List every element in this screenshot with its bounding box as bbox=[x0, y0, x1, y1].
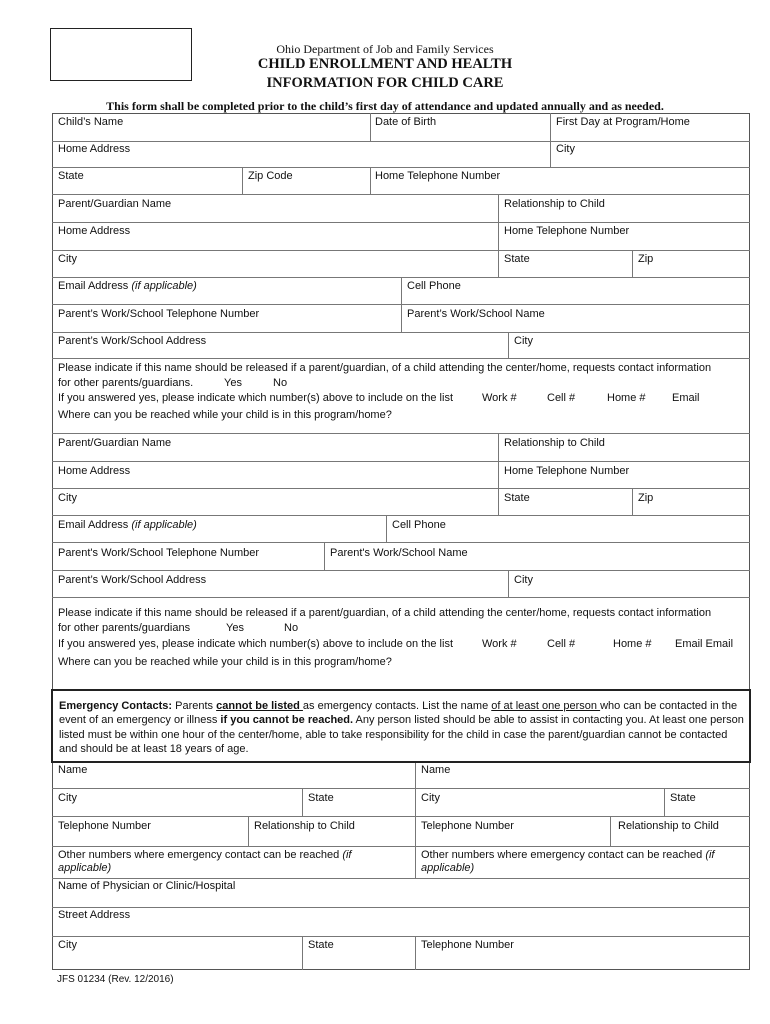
parent2-include-work[interactable]: Work # bbox=[482, 638, 517, 650]
contact2-state-field[interactable]: State bbox=[670, 792, 696, 804]
parent1-work-city-field[interactable]: City bbox=[514, 335, 533, 347]
row-divider bbox=[52, 515, 750, 516]
row-divider bbox=[52, 907, 750, 908]
email-note: (if applicable) bbox=[131, 280, 197, 292]
parent1-release-yes[interactable]: Yes bbox=[224, 377, 242, 389]
emergency-contacts-notice bbox=[51, 689, 751, 763]
parent2-release-no[interactable]: No bbox=[284, 622, 299, 634]
first-day-field[interactable]: First Day at Program/Home bbox=[556, 116, 690, 128]
notice-emphasis: cannot be listed bbox=[216, 700, 303, 712]
col-divider bbox=[508, 332, 509, 358]
row-divider bbox=[52, 433, 750, 434]
parent2-state-field[interactable]: State bbox=[504, 492, 530, 504]
contact1-relationship-field[interactable]: Relationship to Child bbox=[254, 820, 355, 832]
parent2-release-question: Please indicate if this name should be released if a parent/guardian, of a child attending the center/home, requests contact information bbox=[58, 607, 712, 619]
other-numbers-note: (if bbox=[342, 849, 352, 861]
col-divider bbox=[242, 167, 243, 194]
row-divider bbox=[52, 488, 750, 489]
row-divider bbox=[52, 846, 750, 847]
form-id: JFS 01234 (Rev. 12/2016) bbox=[57, 974, 174, 985]
contact2-name-field[interactable]: Name bbox=[421, 764, 451, 776]
child-name-field[interactable]: Child’s Name bbox=[58, 116, 124, 128]
row-divider bbox=[52, 167, 750, 168]
notice-text: Parents bbox=[172, 700, 217, 712]
parent1-work-address-field[interactable]: Parent’s Work/School Address bbox=[58, 335, 207, 347]
physician-street-field[interactable]: Street Address bbox=[58, 909, 131, 921]
row-divider bbox=[52, 816, 750, 817]
col-divider bbox=[498, 433, 499, 515]
parent1-work-phone-field[interactable]: Parent’s Work/School Telephone Number bbox=[58, 308, 260, 320]
other-numbers-note: applicable) bbox=[58, 862, 112, 874]
row-divider bbox=[52, 542, 750, 543]
physician-name-field[interactable]: Name of Physician or Clinic/Hospital bbox=[58, 880, 236, 892]
row-divider bbox=[52, 936, 750, 937]
email-note: (if applicable) bbox=[131, 519, 197, 531]
parent1-include-work[interactable]: Work # bbox=[482, 392, 517, 404]
parent2-city-field[interactable]: City bbox=[58, 492, 77, 504]
contact2-relationship-field[interactable]: Relationship to Child bbox=[618, 820, 719, 832]
row-divider bbox=[52, 597, 750, 598]
parent2-release-question-cont: for other parents/guardians bbox=[58, 622, 191, 634]
parent2-home-phone-field[interactable]: Home Telephone Number bbox=[504, 465, 630, 477]
physician-phone-field[interactable]: Telephone Number bbox=[421, 939, 514, 951]
row-divider bbox=[52, 250, 750, 251]
agency-name: Ohio Department of Job and Family Services bbox=[276, 42, 494, 56]
col-divider bbox=[302, 788, 303, 816]
row-divider bbox=[52, 461, 750, 462]
row-divider bbox=[52, 222, 750, 223]
notice-text: as emergency contacts. List the name bbox=[302, 700, 492, 712]
other-numbers-note: (if bbox=[705, 849, 715, 861]
col-divider bbox=[508, 570, 509, 597]
row-divider bbox=[52, 878, 750, 879]
contact1-other-numbers-field[interactable] bbox=[58, 849, 352, 862]
row-divider bbox=[52, 358, 750, 359]
parent1-release-no[interactable]: No bbox=[273, 377, 288, 389]
parent2-email-field[interactable] bbox=[58, 519, 197, 532]
parent2-work-phone-field[interactable]: Parent's Work/School Telephone Number bbox=[58, 547, 260, 559]
email-label: Email Address bbox=[58, 280, 132, 292]
contact2-city-field[interactable]: City bbox=[421, 792, 440, 804]
notice-text: Any person listed should be able to assist in contacting you. At least one person listed must be within one hour of the center/home, able to take responsibility for the child in case the parent/guardian cannot be contacted and should be at least 18 years of age. bbox=[59, 714, 744, 756]
col-divider bbox=[386, 515, 387, 542]
parent1-city-field[interactable]: City bbox=[58, 253, 77, 265]
parent1-work-name-field[interactable]: Parent’s Work/School Name bbox=[407, 308, 545, 320]
col-divider bbox=[415, 763, 416, 878]
child-home-phone-field[interactable]: Home Telephone Number bbox=[375, 170, 501, 182]
col-divider bbox=[632, 488, 633, 515]
parent1-name-field[interactable]: Parent/Guardian Name bbox=[58, 198, 172, 210]
col-divider bbox=[498, 194, 499, 277]
parent2-reach-field[interactable]: Where can you be reached while your child is in this program/home? bbox=[58, 656, 392, 668]
parent1-reach-field[interactable]: Where can you be reached while your child is in this program/home? bbox=[58, 409, 392, 421]
form-instruction: This form shall be completed prior to the child’s first day of attendance and updated annually and as needed. bbox=[106, 99, 664, 113]
notice-emphasis: if you cannot be reached. bbox=[220, 714, 354, 727]
parent1-email-field[interactable] bbox=[58, 280, 197, 293]
col-divider bbox=[610, 816, 611, 846]
child-city-field[interactable]: City bbox=[556, 143, 575, 155]
parent2-work-address-field[interactable]: Parent’s Work/School Address bbox=[58, 574, 207, 586]
parent1-relationship-field[interactable]: Relationship to Child bbox=[504, 198, 605, 210]
row-divider bbox=[52, 570, 750, 571]
emergency-notice-text bbox=[59, 699, 745, 757]
child-state-field[interactable]: State bbox=[58, 170, 84, 182]
other-numbers-note: applicable) bbox=[421, 862, 475, 874]
contact1-state-field[interactable]: State bbox=[308, 792, 334, 804]
parent1-home-address-field[interactable]: Home Address bbox=[58, 225, 131, 237]
parent2-work-name-field[interactable]: Parent's Work/School Name bbox=[330, 547, 468, 559]
col-divider bbox=[415, 936, 416, 970]
col-divider bbox=[324, 542, 325, 570]
contact1-phone-field[interactable]: Telephone Number bbox=[58, 820, 151, 832]
date-of-birth-field[interactable]: Date of Birth bbox=[375, 116, 437, 128]
row-divider bbox=[52, 332, 750, 333]
parent1-release-question-cont: for other parents/guardians. bbox=[58, 377, 194, 389]
parent2-include-email[interactable]: Email Email bbox=[675, 638, 734, 650]
contact1-name-field[interactable]: Name bbox=[58, 764, 88, 776]
parent1-zip-field[interactable]: Zip bbox=[638, 253, 654, 265]
parent1-release-question: Please indicate if this name should be released if a parent/guardian, of a child attending the center/home, requests contact information bbox=[58, 362, 712, 374]
parent2-cell-field[interactable]: Cell Phone bbox=[392, 519, 446, 531]
parent1-state-field[interactable]: State bbox=[504, 253, 530, 265]
physician-city-field[interactable]: City bbox=[58, 939, 77, 951]
other-numbers-label: Other numbers where emergency contact can be reached bbox=[58, 849, 343, 861]
contact1-other-numbers-note bbox=[58, 862, 111, 875]
parent2-home-address-field[interactable]: Home Address bbox=[58, 465, 131, 477]
child-zip-field[interactable]: Zip Code bbox=[248, 170, 293, 182]
other-numbers-label: Other numbers where emergency contact can be reached bbox=[421, 849, 706, 861]
parent1-include-question: If you answered yes, please indicate which number(s) above to include on the list bbox=[58, 392, 453, 404]
parent1-include-email[interactable]: Email bbox=[672, 392, 700, 404]
row-divider bbox=[52, 141, 750, 142]
form-title-line1: CHILD ENROLLMENT AND HEALTH bbox=[257, 56, 513, 72]
col-divider bbox=[302, 936, 303, 970]
parent2-include-question: If you answered yes, please indicate which number(s) above to include on the list bbox=[58, 638, 453, 650]
contact2-other-numbers-field[interactable] bbox=[421, 849, 715, 862]
col-divider bbox=[632, 250, 633, 277]
email-label: Email Address bbox=[58, 519, 132, 531]
col-divider bbox=[664, 788, 665, 816]
col-divider bbox=[370, 113, 371, 141]
col-divider bbox=[550, 113, 551, 167]
row-divider bbox=[52, 194, 750, 195]
parent1-cell-field[interactable]: Cell Phone bbox=[407, 280, 461, 292]
row-divider bbox=[52, 788, 750, 789]
form-title-line2: INFORMATION FOR CHILD CARE bbox=[266, 75, 504, 91]
parent2-name-field[interactable]: Parent/Guardian Name bbox=[58, 437, 172, 449]
parent2-work-city-field[interactable]: City bbox=[514, 574, 533, 586]
notice-emphasis: of at least one person bbox=[491, 700, 601, 712]
contact2-phone-field[interactable]: Telephone Number bbox=[421, 820, 514, 832]
col-divider bbox=[370, 167, 371, 194]
parent1-include-home[interactable]: Home # bbox=[607, 392, 646, 404]
contact1-city-field[interactable]: City bbox=[58, 792, 77, 804]
parent2-include-cell[interactable]: Cell # bbox=[547, 638, 576, 650]
parent2-zip-field[interactable]: Zip bbox=[638, 492, 654, 504]
parent2-include-home[interactable]: Home # bbox=[613, 638, 652, 650]
notice-text: who can be contacted in the event of an emergency or illness bbox=[59, 700, 738, 727]
parent1-include-cell[interactable]: Cell # bbox=[547, 392, 576, 404]
child-home-address-field[interactable]: Home Address bbox=[58, 143, 131, 155]
col-divider bbox=[248, 816, 249, 846]
col-divider bbox=[401, 277, 402, 332]
emergency-heading: Emergency Contacts: bbox=[59, 700, 173, 712]
parent2-relationship-field[interactable]: Relationship to Child bbox=[504, 437, 605, 449]
contact2-other-numbers-note bbox=[421, 862, 474, 875]
physician-state-field[interactable]: State bbox=[308, 939, 334, 951]
parent2-release-yes[interactable]: Yes bbox=[226, 622, 244, 634]
parent1-home-phone-field[interactable]: Home Telephone Number bbox=[504, 225, 630, 237]
